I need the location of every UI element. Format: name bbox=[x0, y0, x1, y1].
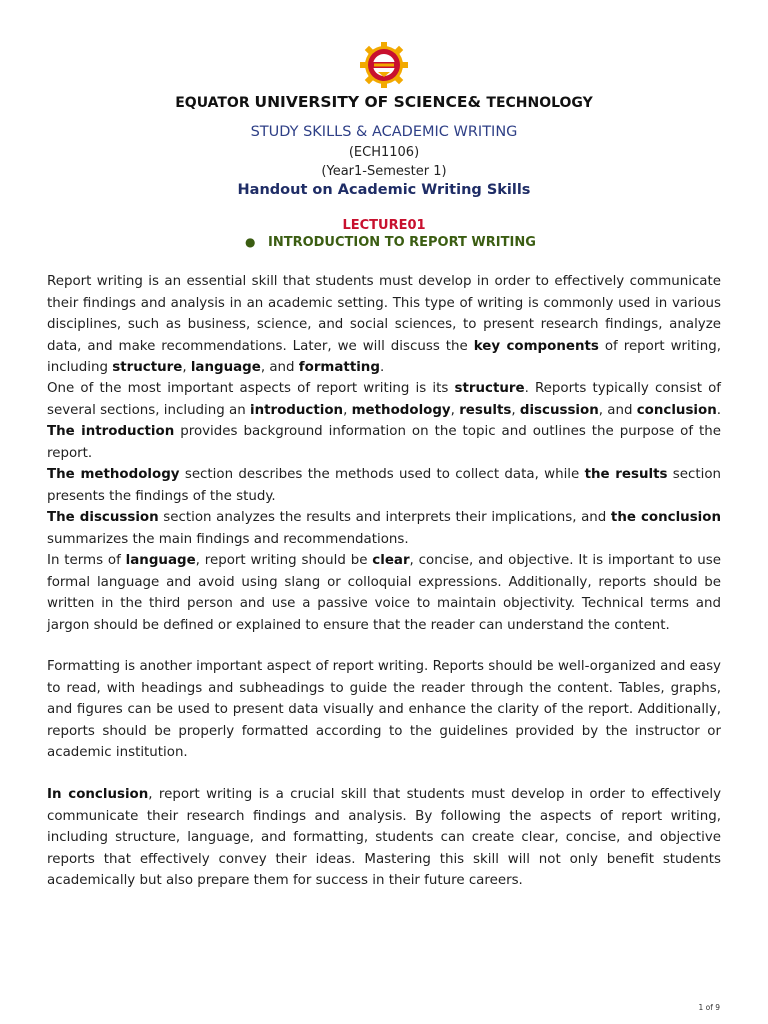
paragraph-formatting: Formatting is another important aspect of report writing. Reports should be well-organized and easy to read, with headings and subheadings to guide the reader through the content. Tables, graphs, and figures can be used to present data visually and enhance the clarity of the report. Additionally, reports should be properly formatted according to the guidelines provided by the instructor or academic institution. bbox=[47, 659, 721, 760]
year-semester: (Year1-Semester 1) bbox=[321, 164, 447, 179]
bullet-icon: ● bbox=[245, 235, 256, 249]
paragraph-introduction-section: The introduction provides background information on the topic and outlines the purpose of the report. bbox=[47, 424, 721, 461]
paragraph-structure: One of the most important aspects of report writing is its structure. Reports typically consist of several sections, including an introduction, methodology, results, discussion, and conclusion. bbox=[47, 381, 722, 418]
university-name: EQUATOR UNIVERSITY OF SCIENCE& TECHNOLOGY bbox=[175, 93, 593, 111]
lecture-label: LECTURE01 bbox=[342, 218, 426, 233]
handout-title: Handout on Academic Writing Skills bbox=[237, 182, 531, 198]
paragraph-methodology-section: The methodology section describes the methods used to collect data, while the results section presents the findings of the study. bbox=[47, 467, 722, 504]
paragraph-discussion-section: The discussion section analyzes the results and interprets their implications, and the conclusion summarizes the main findings and recommendations. bbox=[47, 510, 721, 547]
page-number: 1 of 9 bbox=[698, 1003, 720, 1012]
paragraph-language: In terms of language, report writing should be clear, concise, and objective. It is important to use formal language and avoid using slang or colloquial expressions. Additionally, reports should be written in the third person and use a passive voice to maintain objectivity. Technical terms and jargon should be defined or explained to ensure that the reader can understand the content. bbox=[47, 553, 721, 633]
paragraph-conclusion: In conclusion, report writing is a crucial skill that students must develop in order to effectively communicate their research findings and analysis. By following the aspects of report writing, including structure, language, and formatting, students can create clear, concise, and objective reports that effectively convey their ideas. Mastering this skill will not only benefit students academically but also prepare them for success in their future careers. bbox=[47, 787, 721, 888]
course-title: STUDY SKILLS & ACADEMIC WRITING bbox=[250, 124, 518, 140]
paragraph-intro: Report writing is an essential skill that students must develop in order to effectively communicate their findings and analysis in an academic setting. This type of writing is commonly used in various disciplines, such as business, science, and social sciences, to present research findings, analyze data, and make recommendations. Later, we will discuss the key components of report writing, including structure, language, and formatting. bbox=[47, 274, 721, 375]
university-seal-icon bbox=[360, 42, 408, 88]
course-code: (ECH1106) bbox=[348, 145, 420, 160]
section-title: ● INTRODUCTION TO REPORT WRITING bbox=[245, 235, 536, 250]
